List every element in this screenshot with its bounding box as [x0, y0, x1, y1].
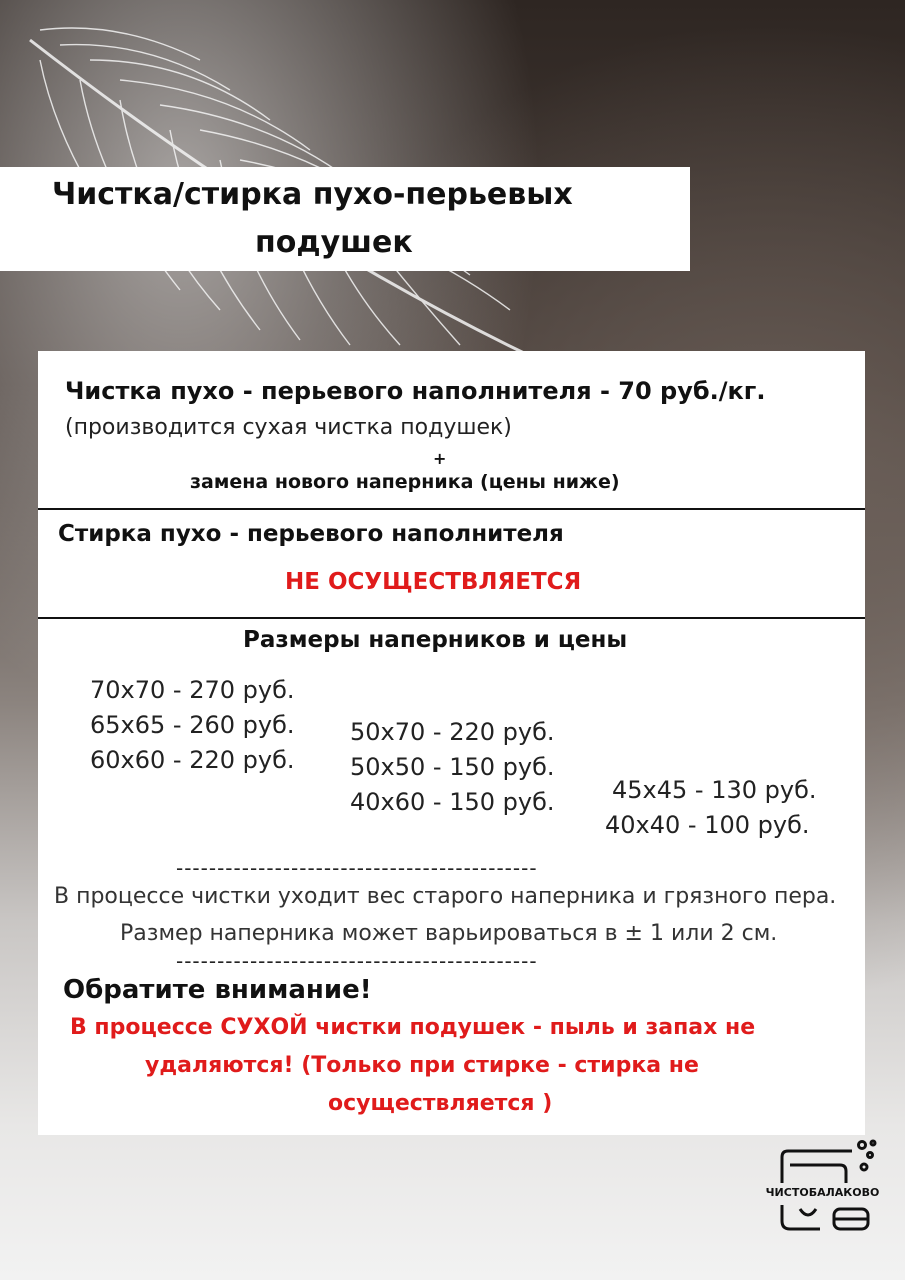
- attention-heading: Обратите внимание!: [63, 975, 372, 1005]
- page-title-line2: подушек: [255, 225, 413, 260]
- replacement-text: замена нового наперника (цены ниже): [190, 471, 620, 493]
- size-item: 50x70 - 220 руб.: [350, 718, 555, 746]
- size-item: 40x40 - 100 руб.: [605, 811, 810, 839]
- size-item: 50x50 - 150 руб.: [350, 753, 555, 781]
- attention-line-2: удаляются! (Только при стирке - стирка не: [145, 1053, 699, 1078]
- attention-line-3: осуществляется ): [328, 1091, 553, 1116]
- size-item: 45x45 - 130 руб.: [612, 776, 817, 804]
- size-item: 60x60 - 220 руб.: [90, 746, 295, 774]
- info-line-1: В процессе чистки уходит вес старого наперника и грязного пера.: [54, 884, 837, 909]
- dashed-separator-1: --------------------------------------------: [176, 856, 538, 880]
- washing-status: НЕ ОСУЩЕСТВЛЯЕТСЯ: [285, 569, 582, 595]
- title-box: [0, 167, 690, 271]
- size-column-3: [605, 773, 817, 843]
- divider-2: [38, 617, 865, 619]
- sizes-heading: Размеры наперников и цены: [243, 627, 628, 653]
- washing-heading: Стирка пухо - перьевого наполнителя: [58, 521, 564, 547]
- dry-clean-note: (производится сухая чистка подушек): [65, 415, 512, 440]
- size-item: 65x65 - 260 руб.: [90, 711, 295, 739]
- size-column-2: [350, 715, 555, 820]
- attention-line-1: В процессе СУХОЙ чистки подушек - пыль и запах не: [70, 1015, 756, 1040]
- brand-name: ЧИСТОБАЛАКОВО: [765, 1186, 880, 1199]
- size-column-1: [90, 673, 295, 778]
- page-title-line1: Чистка/стирка пухо-перьевых: [52, 177, 573, 212]
- size-item: 70x70 - 270 руб.: [90, 676, 295, 704]
- dashed-separator-2: --------------------------------------------: [176, 949, 538, 973]
- size-item: 40x60 - 150 руб.: [350, 788, 555, 816]
- info-line-2: Размер наперника может варьироваться в ± 1 или 2 см.: [120, 921, 778, 946]
- dry-clean-heading: Чистка пухо - перьевого наполнителя - 70 руб./кг.: [65, 377, 766, 405]
- plus-sign: +: [433, 449, 447, 468]
- price-card: [38, 351, 865, 1135]
- divider-1: [38, 508, 865, 510]
